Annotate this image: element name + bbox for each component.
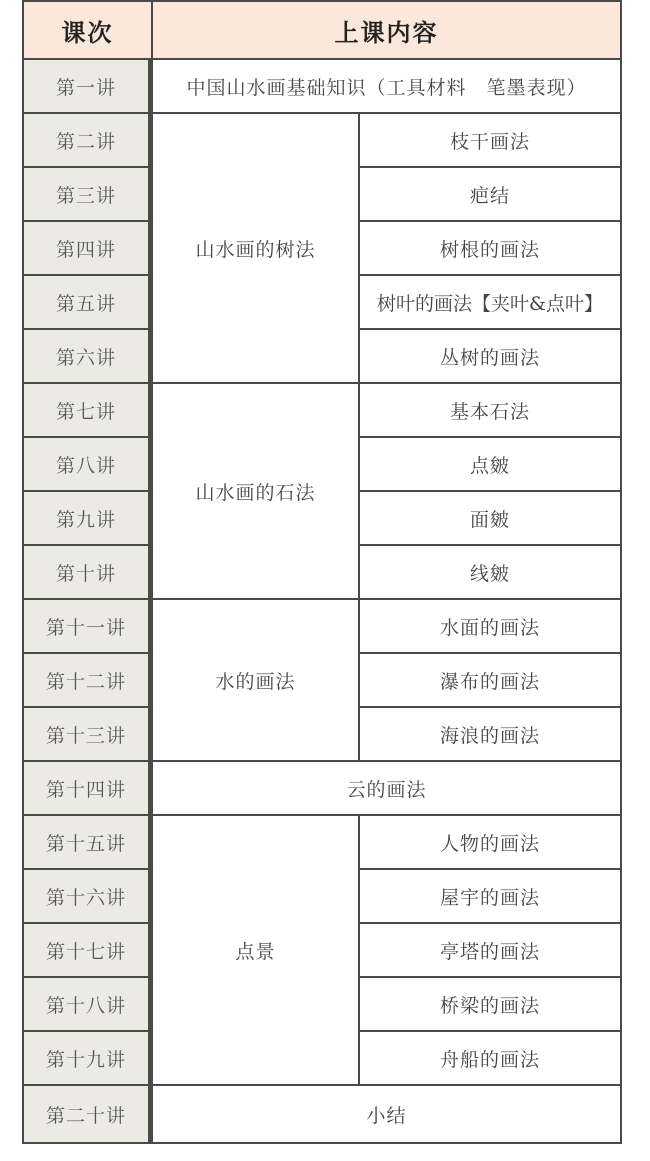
lecture-cell: 第十七讲 [22,924,153,978]
lecture-cell: 第十讲 [22,546,153,600]
lecture-cell: 第十三讲 [22,708,153,762]
subtopic-cell: 线皴 [360,546,622,600]
lecture-cell: 第三讲 [22,168,153,222]
lecture-cell: 第八讲 [22,438,153,492]
lecture-cell: 第十五讲 [22,816,153,870]
subtopic-cell: 屋宇的画法 [360,870,622,924]
subtopic-cell: 瀑布的画法 [360,654,622,708]
subtopic-cell: 舟船的画法 [360,1032,622,1086]
lecture-cell: 第十八讲 [22,978,153,1032]
subtopic-cell: 基本石法 [360,384,622,438]
lecture-cell: 第一讲 [22,60,153,114]
course-schedule-table [22,0,622,1144]
lecture-cell: 第十二讲 [22,654,153,708]
subtopic-cell: 丛树的画法 [360,330,622,384]
lecture-cell: 第二十讲 [22,1086,153,1144]
header-content: 上课内容 [153,0,622,60]
subtopic-cell: 疤结 [360,168,622,222]
subtopic-cell: 树根的画法 [360,222,622,276]
lecture-cell: 第五讲 [22,276,153,330]
subtopic-cell: 人物的画法 [360,816,622,870]
lecture-cell: 第十九讲 [22,1032,153,1086]
topic-clouds: 云的画法 [153,762,622,816]
topic-summary: 小结 [153,1086,622,1144]
subtopic-cell: 树叶的画法【夹叶&点叶】 [360,276,622,330]
header-lesson: 课次 [22,0,153,60]
topic-scenery: 点景 [153,816,360,1086]
subtopic-cell: 枝干画法 [360,114,622,168]
lecture-cell: 第九讲 [22,492,153,546]
topic-basics: 中国山水画基础知识（工具材料 笔墨表现） [153,60,622,114]
topic-trees: 山水画的树法 [153,114,360,384]
lecture-cell: 第二讲 [22,114,153,168]
subtopic-cell: 点皴 [360,438,622,492]
lecture-cell: 第七讲 [22,384,153,438]
lecture-cell: 第六讲 [22,330,153,384]
subtopic-cell: 面皴 [360,492,622,546]
subtopic-cell: 水面的画法 [360,600,622,654]
lecture-cell: 第十一讲 [22,600,153,654]
subtopic-cell: 亭塔的画法 [360,924,622,978]
topic-water: 水的画法 [153,600,360,762]
topic-rocks: 山水画的石法 [153,384,360,600]
subtopic-cell: 海浪的画法 [360,708,622,762]
lecture-cell: 第十六讲 [22,870,153,924]
subtopic-cell: 桥梁的画法 [360,978,622,1032]
lecture-cell: 第四讲 [22,222,153,276]
lecture-cell: 第十四讲 [22,762,153,816]
